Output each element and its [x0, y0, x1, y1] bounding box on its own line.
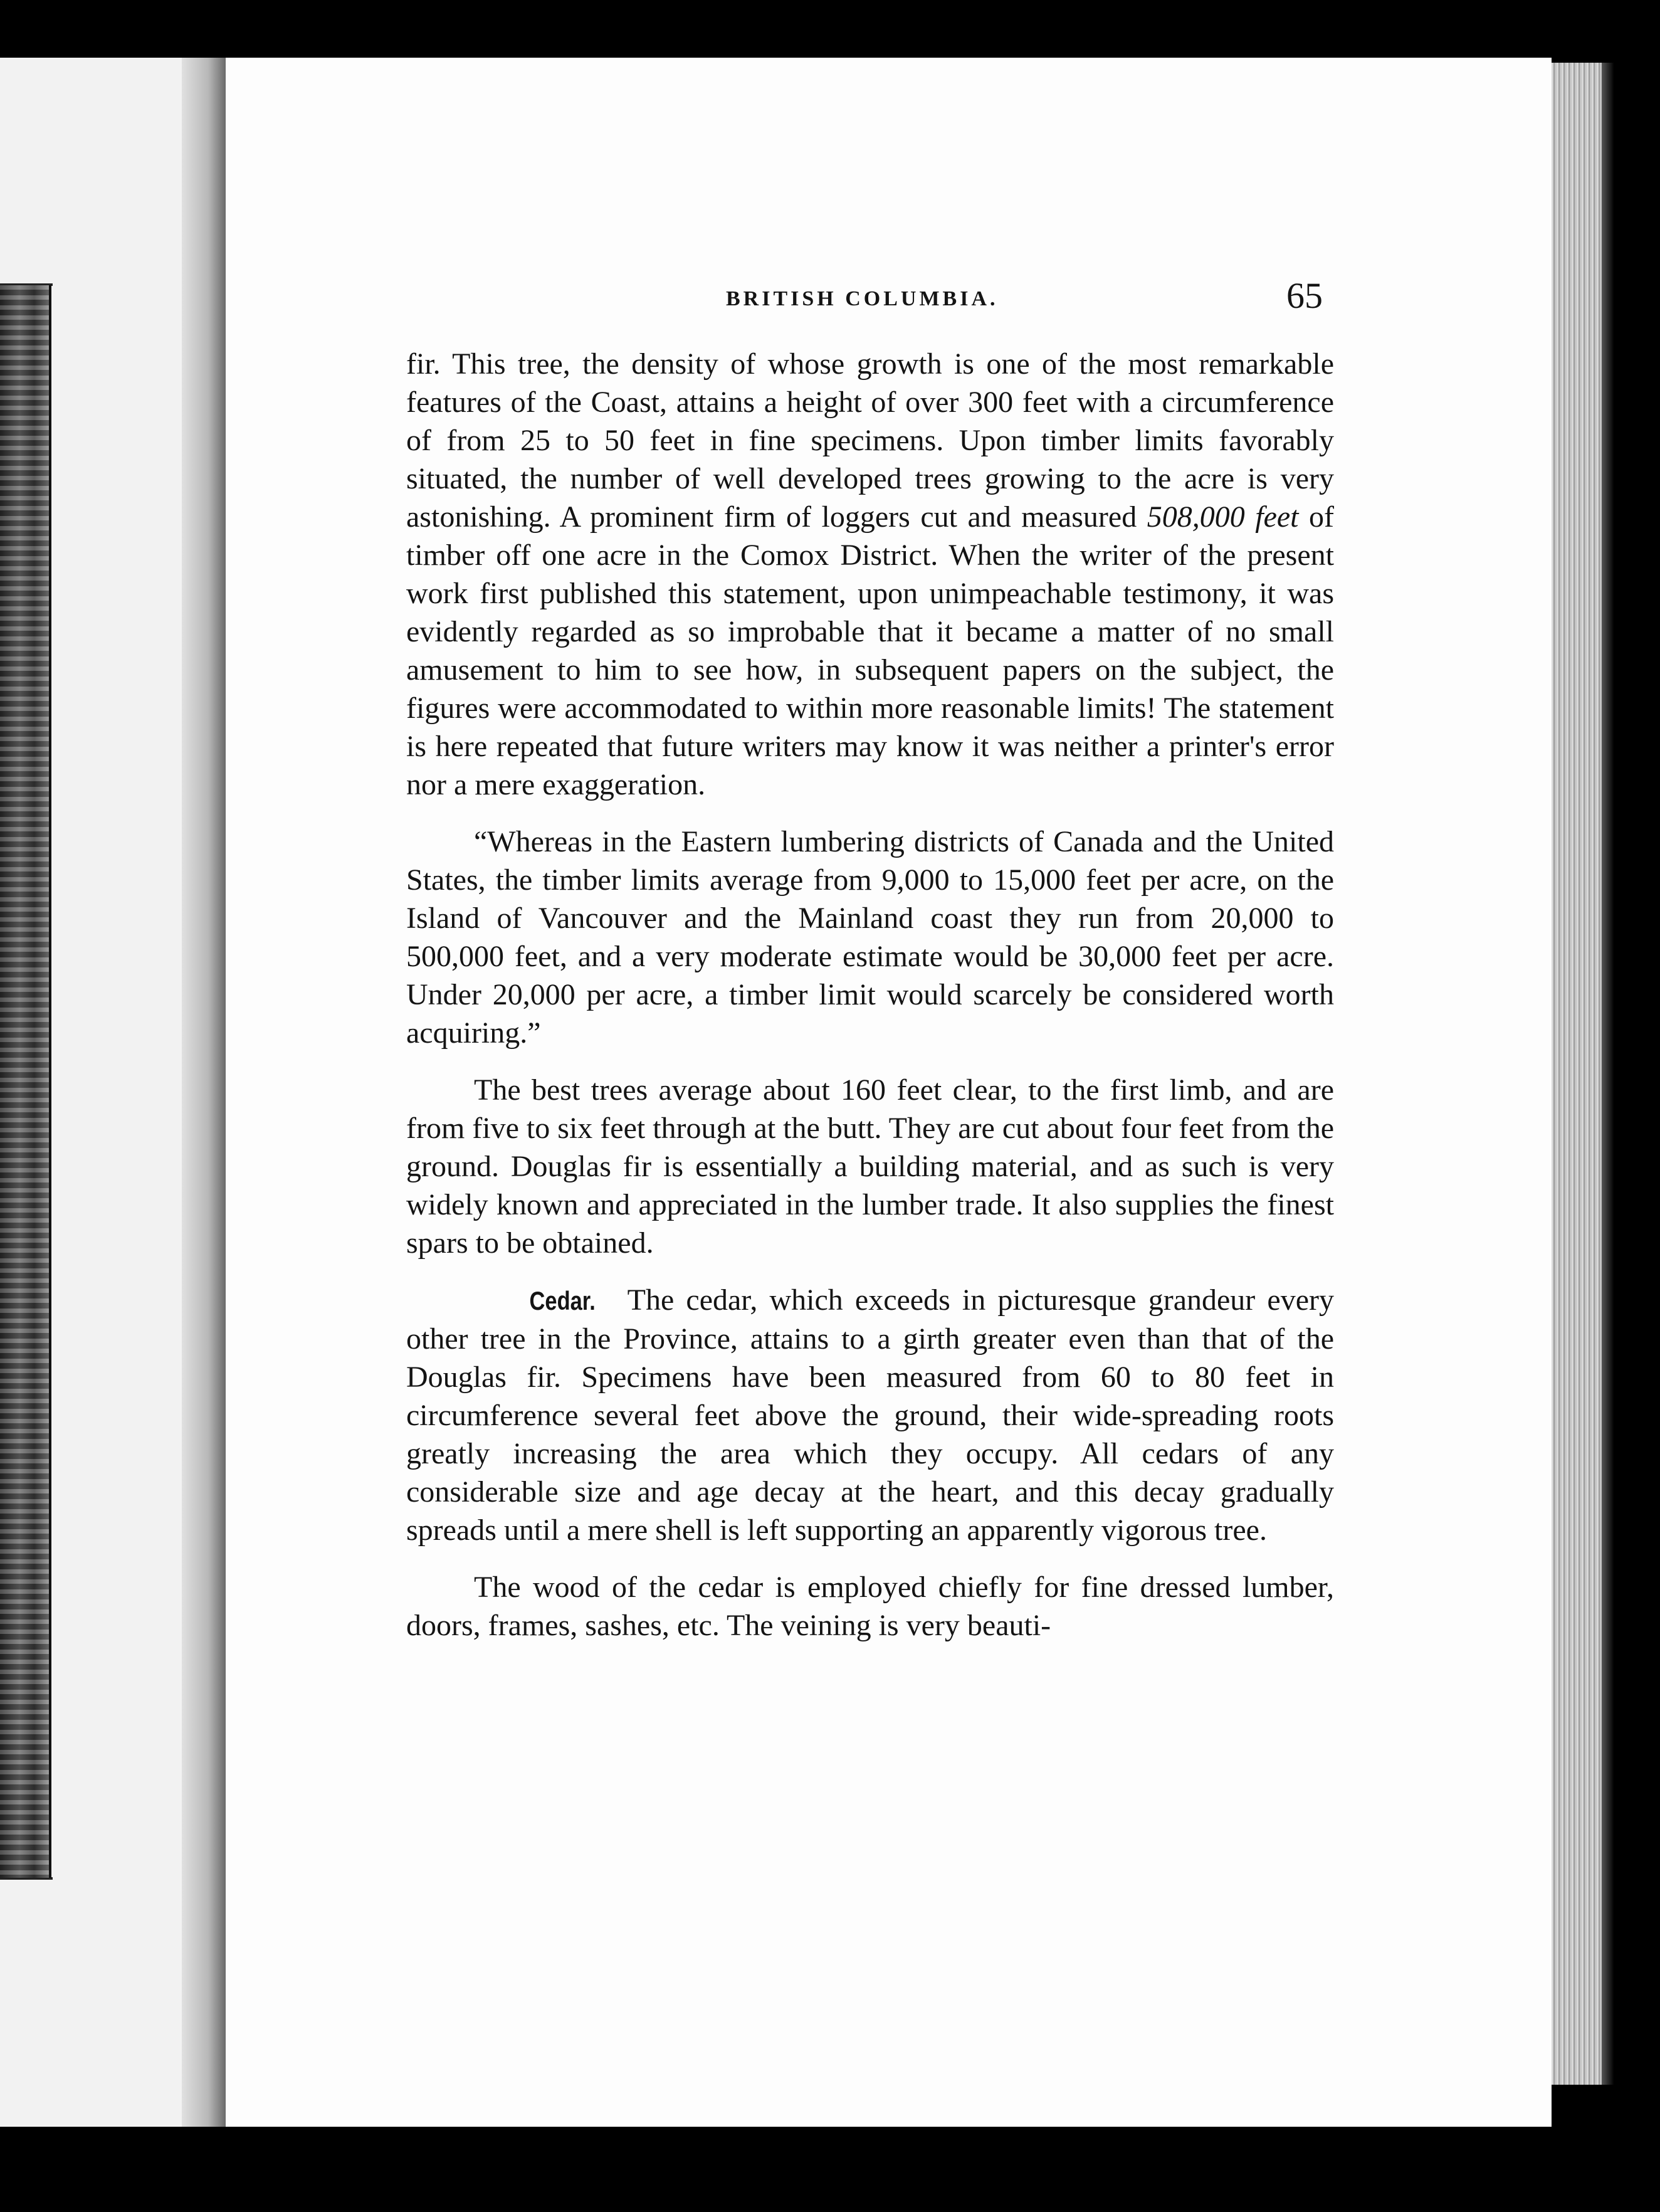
left-page-photograph — [0, 285, 51, 1878]
page-text-block — [406, 270, 1334, 1645]
paragraph-cedar — [406, 1281, 1334, 1549]
book-gutter — [182, 58, 226, 2127]
side-heading-cedar: Cedar. — [529, 1286, 596, 1315]
paragraph-text: of timber off one acre in the Comox District. When the writer of the present work first published this statement, upon unimpeachable testimony, it was evidently regarded as so improbable that it became a matter of no small amusement to him to see how, in subsequent papers on the subject, the figures were accommodated to within more reasonable limits! The statement is here repeated that future writers may know it was neither a printer's error nor a mere exaggeration. — [406, 500, 1335, 801]
paragraph-best-trees: The best trees average about 160 feet clear, to the first limb, and are from five to six feet through at the butt. They are cut about four feet from the ground. Douglas fir is essentially a building material, and as such is very widely known and appreciated in the lumber trade. It also supplies the finest spars to be obtained. — [406, 1073, 1334, 1260]
paragraph-douglas-fir — [406, 345, 1334, 804]
paragraph-quotation: “Whereas in the Eastern lumbering districts of Canada and the United States, the timber limits average from 9,000 to 15,000 feet per acre, on the Island of Vancouver and the Mainland coast they run from 20,000 to 500,000 feet, and a very moderate estimate would be 30,000 feet per acre. Under 20,000 per acre, a timber limit would scarcely be considered worth acquiring.” — [406, 825, 1334, 1050]
page-edge-shadow — [1602, 63, 1614, 2085]
page-edges — [1552, 63, 1602, 2085]
paragraph-cedar-wood: The wood of the cedar is employed chiefly for fine dressed lumber, doors, frames, sashes, etc. The veining is very beauti- — [406, 1571, 1334, 1642]
italic-figure: 508,000 feet — [1147, 500, 1299, 534]
page-number: 65 — [1286, 275, 1323, 316]
page-header — [406, 270, 1334, 345]
paragraph-text: fir. This tree, the density of whose growth is one of the most remarkable features of the Coast, attains a height of over 300 feet with a circumference of from 25 to 50 feet in fine specimens. Upon timber limits favorably situated, the number of well developed trees growing to the acre is very astonishing. A prominent firm of loggers cut and measured — [406, 347, 1334, 534]
running-head: BRITISH COLUMBIA. — [726, 287, 999, 310]
paragraph-text: The cedar, which exceeds in picturesque grandeur every other tree in the Province, attains to a girth greater even than that of the Douglas fir. Specimens have been measured from 60 to 80 feet in circumference several feet above the ground, their wide-spreading roots greatly increasing the area which they occupy. All cedars of any considerable size and age decay at the heart, and this decay gradually spreads until a mere shell is left supporting an apparently vigorous tree. — [406, 1283, 1334, 1547]
